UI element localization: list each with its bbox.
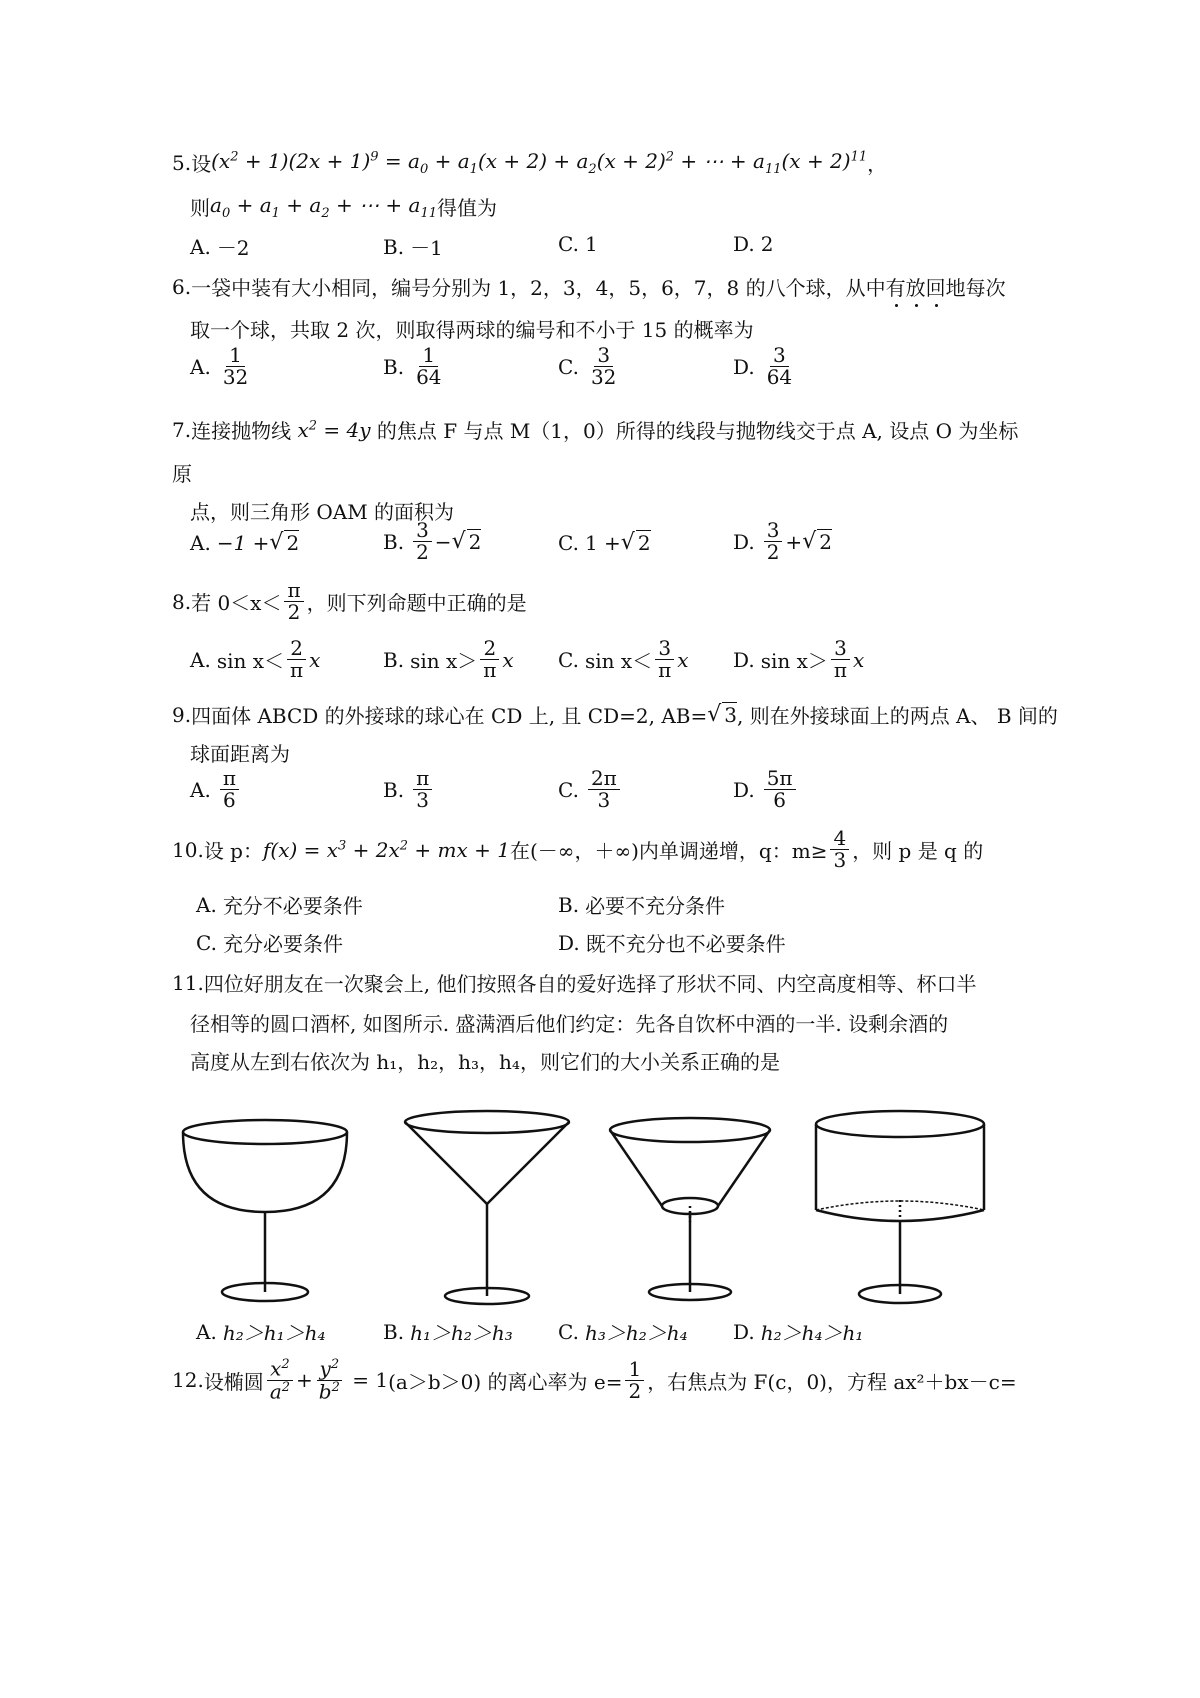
fraction: $\frac{3}{2}$: [413, 520, 432, 563]
q6-emph-1: 有: [886, 272, 906, 301]
glass-hemisphere: [183, 1120, 347, 1301]
q11-line3: 高度从左到右依次为 h₁，h₂，h₃，h₄，则它们的大小关系正确的是: [190, 1050, 780, 1074]
glass-frustum: [610, 1118, 770, 1300]
fraction: $\frac{1}{64}$: [416, 343, 442, 389]
q6-option-b: B. $\frac{1}{64}$: [383, 345, 448, 388]
q10-text-c: ，则 p 是 q 的: [852, 839, 984, 863]
q11-option-a: A. h₂＞h₁＞h₄: [196, 1319, 326, 1345]
q8-option-c: C. sin x＜ $\frac{3}{\pi}$ x: [558, 636, 689, 682]
q10-fraction: $\frac{4}{3}$: [830, 828, 849, 871]
q9-root: 3: [724, 703, 737, 727]
q11-line1: [172, 968, 977, 997]
q12-frac-x: $\frac{x^2}{a^2}$: [267, 1358, 293, 1402]
q6-option-d: D. $\frac{3}{64}$: [733, 345, 798, 388]
q5-lead: 设: [191, 152, 212, 176]
q10-option-a: A. 充分不必要条件: [196, 892, 363, 918]
q11-option-c: C. h₃＞h₂＞h₄: [558, 1319, 688, 1345]
q6-number: 6.: [172, 274, 192, 299]
q11-line2: 径相等的圆口酒杯, 如图所示. 盛满酒后他们约定：先各自饮杯中酒的一半. 设剩余酒的: [190, 1012, 949, 1036]
q5-option-b: B. －1: [383, 234, 443, 260]
q12-frac-y: $\frac{y^2}{b^2}$: [316, 1358, 343, 1402]
q10-option-c: C. 充分必要条件: [196, 930, 343, 956]
q12-condition: (a＞b＞0) 的离心率为 e=: [388, 1369, 623, 1394]
fraction: $\frac{3}{32}$: [590, 343, 617, 389]
q9-text-b: , 则在外接球面上的两点 A、 B 间的: [736, 704, 1058, 728]
q6-option-c: C. $\frac{3}{32}$: [558, 345, 622, 388]
q10-text-a: 设 p：: [203, 839, 263, 863]
fraction: $\frac{2}{\pi}$: [480, 638, 499, 681]
q7-line3: 点，则三角形 OAM 的面积为: [190, 500, 455, 524]
q5-option-c: C. 1: [558, 232, 598, 256]
q7-text-b: 的焦点 F 与点 M（1，0）所得的线段与抛物线交于点 A, 设点 O 为坐标: [376, 419, 1019, 443]
q8-option-a: A. sin x＜ $\frac{2}{\pi}$ x: [190, 636, 321, 682]
q8-tail: ，则下列命题中正确的是: [306, 591, 527, 615]
q10-line1: [172, 828, 983, 871]
q6-emph-2: 放: [906, 272, 926, 301]
q10-option-d: D. 既不充分也不必要条件: [558, 930, 786, 956]
q9-option-a: A. $\frac{\pi}{6}$: [190, 768, 242, 811]
q5-line2: [190, 192, 497, 221]
glasses-figure: [180, 1100, 1020, 1308]
q6-text-b: 地每次: [945, 276, 1006, 300]
q5-number: 5.: [172, 150, 192, 175]
q11-option-d: D. h₂＞h₄＞h₁: [733, 1319, 864, 1345]
q6-line2: 取一个球，共取 2 次，则取得两球的编号和不小于 15 的概率为: [190, 318, 754, 342]
q8-option-b: B. sin x＞ $\frac{2}{\pi}$ x: [383, 636, 514, 682]
q5-line2-tail: 得值为: [437, 196, 498, 220]
q7-option-a: A. −1 + √ 2: [190, 530, 300, 555]
q8-line1: [172, 580, 527, 623]
fraction: $\frac{5\pi}{6}$: [764, 768, 796, 811]
glass-cone: [405, 1111, 569, 1304]
q7-parabola: $x^2 = 4y$: [291, 417, 377, 442]
glass-cylinder: [816, 1111, 984, 1303]
fraction: $\frac{3}{64}$: [766, 343, 793, 389]
q7-line1: [172, 415, 1018, 444]
q5-sum: $a_0 + a_1 + a_2$ + ⋯ + $a_{11}$: [210, 192, 438, 221]
q9-text-a: 四面体 ABCD 的外接球的球心在 CD 上, 且 CD=2, AB=: [191, 704, 708, 728]
q9-option-b: B. $\frac{\pi}{3}$: [383, 768, 435, 811]
q9-option-c: C. $\frac{2\pi}{3}$: [558, 768, 623, 811]
fraction: $\frac{1}{32}$: [222, 343, 249, 389]
q9-option-d: D. $\frac{5\pi}{6}$: [733, 768, 799, 811]
q11-option-b: B. h₁＞h₂＞h₃: [383, 1319, 513, 1345]
q10-text-b: 在(－∞，＋∞)内单调递增，q：m≥: [510, 839, 828, 863]
q6-text-a: 一袋中装有大小相同，编号分别为 1，2，3，4，5，6，7，8 的八个球，从中: [191, 276, 886, 300]
q9-number: 9.: [172, 702, 192, 727]
q9-line1: 9. 四面体 ABCD 的外接球的球心在 CD 上, 且 CD=2, AB= √ 3 , 则在外接球面上的两点 A、 B 间的: [172, 702, 1058, 728]
q5-line1: 5. 设 $(x^2 + 1)(2x + 1)^9 = a_0 + a_1(x + 2) + a_2(x + 2)^2$ + ⋯ + $a_{11}(x + 2)^{11}$ ，: [172, 148, 888, 177]
q5-line2-lead: 则: [190, 196, 210, 220]
q10-function: $f(x) = x^3 + 2x^2$ + mx + 1: [262, 837, 510, 862]
q8-fraction: $\frac{\pi}{2}$: [284, 580, 303, 623]
q7-number: 7.: [172, 417, 192, 442]
q5-option-d: D. 2: [733, 232, 774, 256]
q11-number: 11.: [172, 970, 204, 995]
q11-text-1: 四位好朋友在一次聚会上, 他们按照各自的爱好选择了形状不同、内空高度相等、杯口半: [203, 972, 977, 996]
q12-tail: ，右焦点为 F(c，0)，方程 ax²＋bx－c=: [647, 1369, 1017, 1394]
fraction: $\frac{\pi}{3}$: [413, 768, 432, 811]
q12-line1: 12. 设椭圆 $\frac{x^2}{a^2}$ + $\frac{y^2}{b^2}$ = 1 (a＞b＞0) 的离心率为 e= $\frac{1}{2}$ ，右焦点为 F(c，0)，方程 ax²＋bx－c=: [172, 1356, 1017, 1404]
q5-option-a: A. －2: [190, 234, 250, 260]
q7-option-c: C. 1 + √ 2: [558, 530, 651, 555]
q7-text-a: 连接抛物线: [191, 419, 292, 443]
fraction: $\frac{2\pi}{3}$: [588, 768, 620, 811]
q6-emph-3: 回: [926, 272, 946, 301]
fraction: $\frac{3}{2}$: [764, 520, 783, 563]
q6-option-a: A. $\frac{1}{32}$: [190, 345, 254, 388]
q12-e-fraction: $\frac{1}{2}$: [625, 1359, 644, 1402]
q12-lead: 设椭圆: [203, 1369, 264, 1394]
fraction: $\frac{3}{\pi}$: [831, 638, 850, 681]
q8-lead: 若 0＜x＜: [191, 591, 282, 615]
q7-option-d: D. $\frac{3}{2}$ + √ 2: [733, 518, 832, 564]
q7-line2: 原: [172, 462, 192, 486]
q10-option-b: B. 必要不充分条件: [558, 892, 726, 918]
q5-expansion: $(x^2 + 1)(2x + 1)^9 = a_0 + a_1(x + 2) + a_2(x + 2)^2$ + ⋯ + $a_{11}(x + 2)^{11}$: [211, 148, 868, 177]
q9-line2: 球面距离为: [190, 742, 290, 766]
fraction: $\frac{3}{\pi}$: [655, 638, 674, 681]
q8-option-d: D. sin x＞ $\frac{3}{\pi}$ x: [733, 636, 865, 682]
fraction: $\frac{2}{\pi}$: [287, 638, 306, 681]
q10-number: 10.: [172, 837, 204, 862]
q12-number: 12.: [172, 1368, 204, 1393]
q7-option-b: B. $\frac{3}{2}$ − √ 2: [383, 518, 482, 564]
q8-number: 8.: [172, 589, 192, 614]
fraction: $\frac{\pi}{6}$: [220, 768, 239, 811]
q6-line1: [172, 272, 1006, 301]
